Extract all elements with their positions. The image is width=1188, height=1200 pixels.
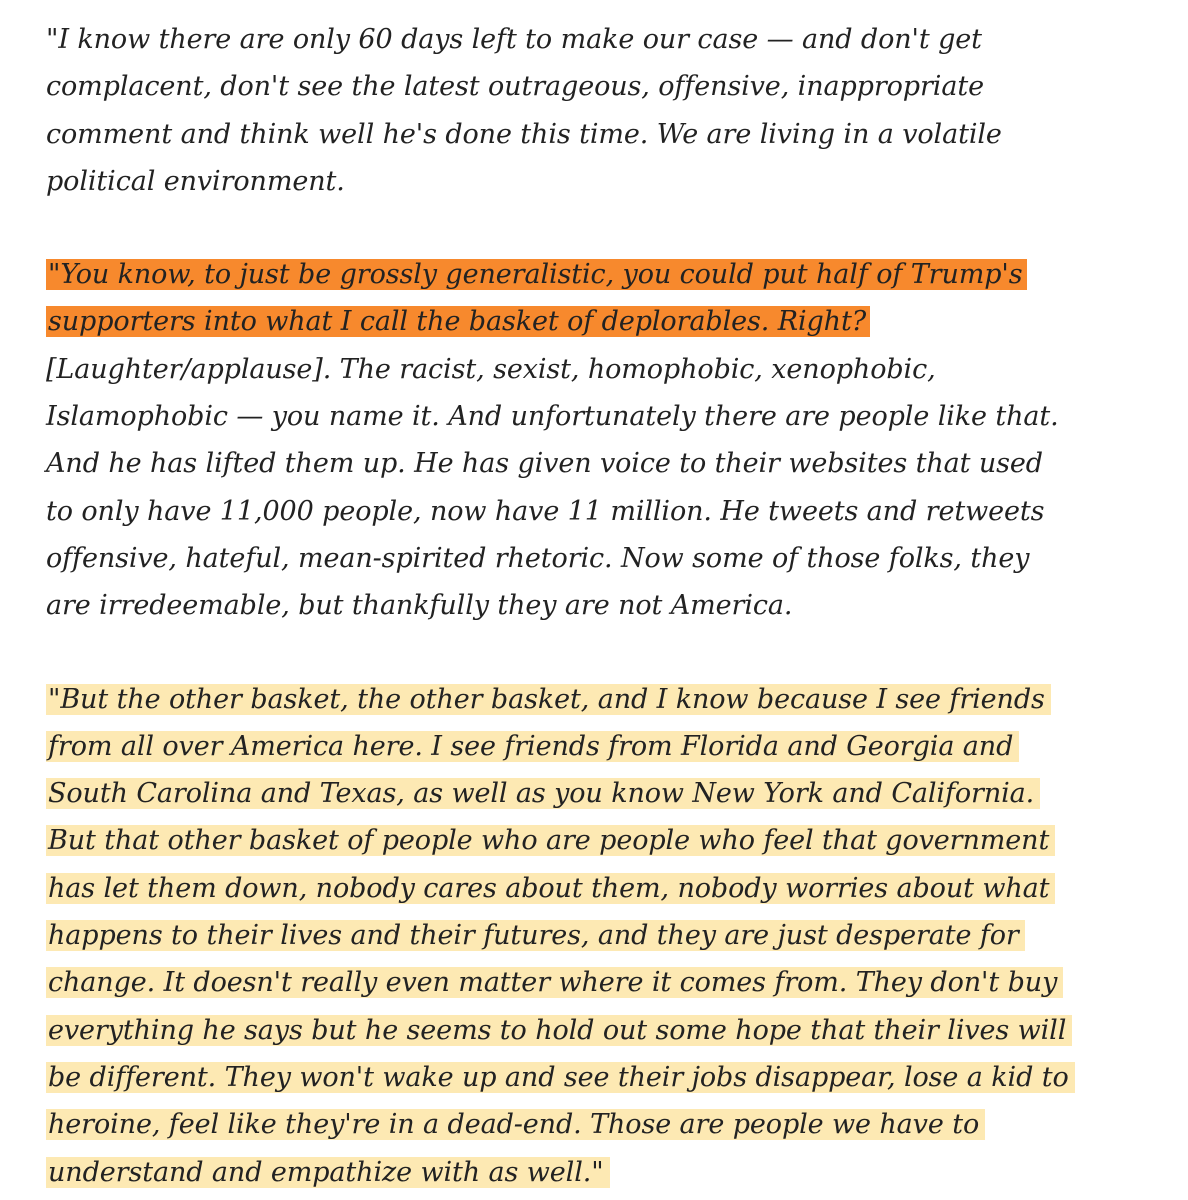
yellow-highlight: from all over America here. I see friends from Florida and Georgia and xyxy=(46,731,1019,762)
highlighted-line xyxy=(46,676,1128,723)
highlighted-line xyxy=(46,1007,1128,1054)
yellow-highlight: be different. They won't wake up and see their jobs disappear, lose a kid to xyxy=(46,1062,1075,1093)
highlighted-line xyxy=(46,723,1128,770)
highlighted-line xyxy=(46,912,1128,959)
yellow-highlight: everything he says but he seems to hold out some hope that their lives will xyxy=(46,1015,1072,1046)
text-line: [Laughter/applause]. The racist, sexist, homophobic, xenophobic, xyxy=(46,353,936,385)
yellow-highlight: "But the other basket, the other basket, and I know because I see friends xyxy=(46,684,1051,715)
yellow-highlight: has let them down, nobody cares about them, nobody worries about what xyxy=(46,873,1055,904)
highlighted-line xyxy=(46,1149,1128,1196)
orange-highlight: supporters into what I call the basket of deplorables. Right? xyxy=(46,306,870,337)
text-line: offensive, hateful, mean-spirited rhetoric. Now some of those folks, they xyxy=(46,542,1030,574)
quote-paragraph-1 xyxy=(46,16,1128,205)
highlighted-line xyxy=(46,251,1128,298)
yellow-highlight: South Carolina and Texas, as well as you know New York and California. xyxy=(46,778,1040,809)
text-line: And he has lifted them up. He has given voice to their websites that used xyxy=(46,448,1043,480)
highlighted-line xyxy=(46,817,1128,864)
text-line: comment and think well he's done this time. We are living in a volatile xyxy=(46,118,1002,150)
text-line: to only have 11,000 people, now have 11 million. He tweets and retweets xyxy=(46,495,1045,527)
text-line: are irredeemable, but thankfully they are not America. xyxy=(46,590,793,622)
yellow-highlight: happens to their lives and their futures, and they are just desperate for xyxy=(46,920,1025,951)
highlighted-line xyxy=(46,298,1128,345)
text-line: political environment. xyxy=(46,165,345,197)
highlighted-line xyxy=(46,959,1128,1006)
highlighted-line xyxy=(46,1101,1128,1148)
yellow-highlight: change. It doesn't really even matter where it comes from. They don't buy xyxy=(46,967,1063,998)
yellow-highlight: heroine, feel like they're in a dead-end. Those are people we have to xyxy=(46,1109,985,1140)
orange-highlight: "You know, to just be grossly generalistic, you could put half of Trump's xyxy=(46,259,1027,290)
text-line: "I know there are only 60 days left to make our case — and don't get xyxy=(46,24,982,55)
highlighted-line xyxy=(46,1054,1128,1101)
text-line: complacent, don't see the latest outrageous, offensive, inappropriate xyxy=(46,71,984,103)
yellow-highlight: But that other basket of people who are people who feel that government xyxy=(46,825,1055,856)
quote-paragraph-3 xyxy=(46,676,1128,1196)
text-line: Islamophobic — you name it. And unfortunately there are people like that. xyxy=(46,401,1059,433)
yellow-highlight: understand and empathize with as well." xyxy=(46,1157,610,1188)
highlighted-line xyxy=(46,865,1128,912)
highlighted-line xyxy=(46,770,1128,817)
quote-paragraph-2 xyxy=(46,251,1128,629)
